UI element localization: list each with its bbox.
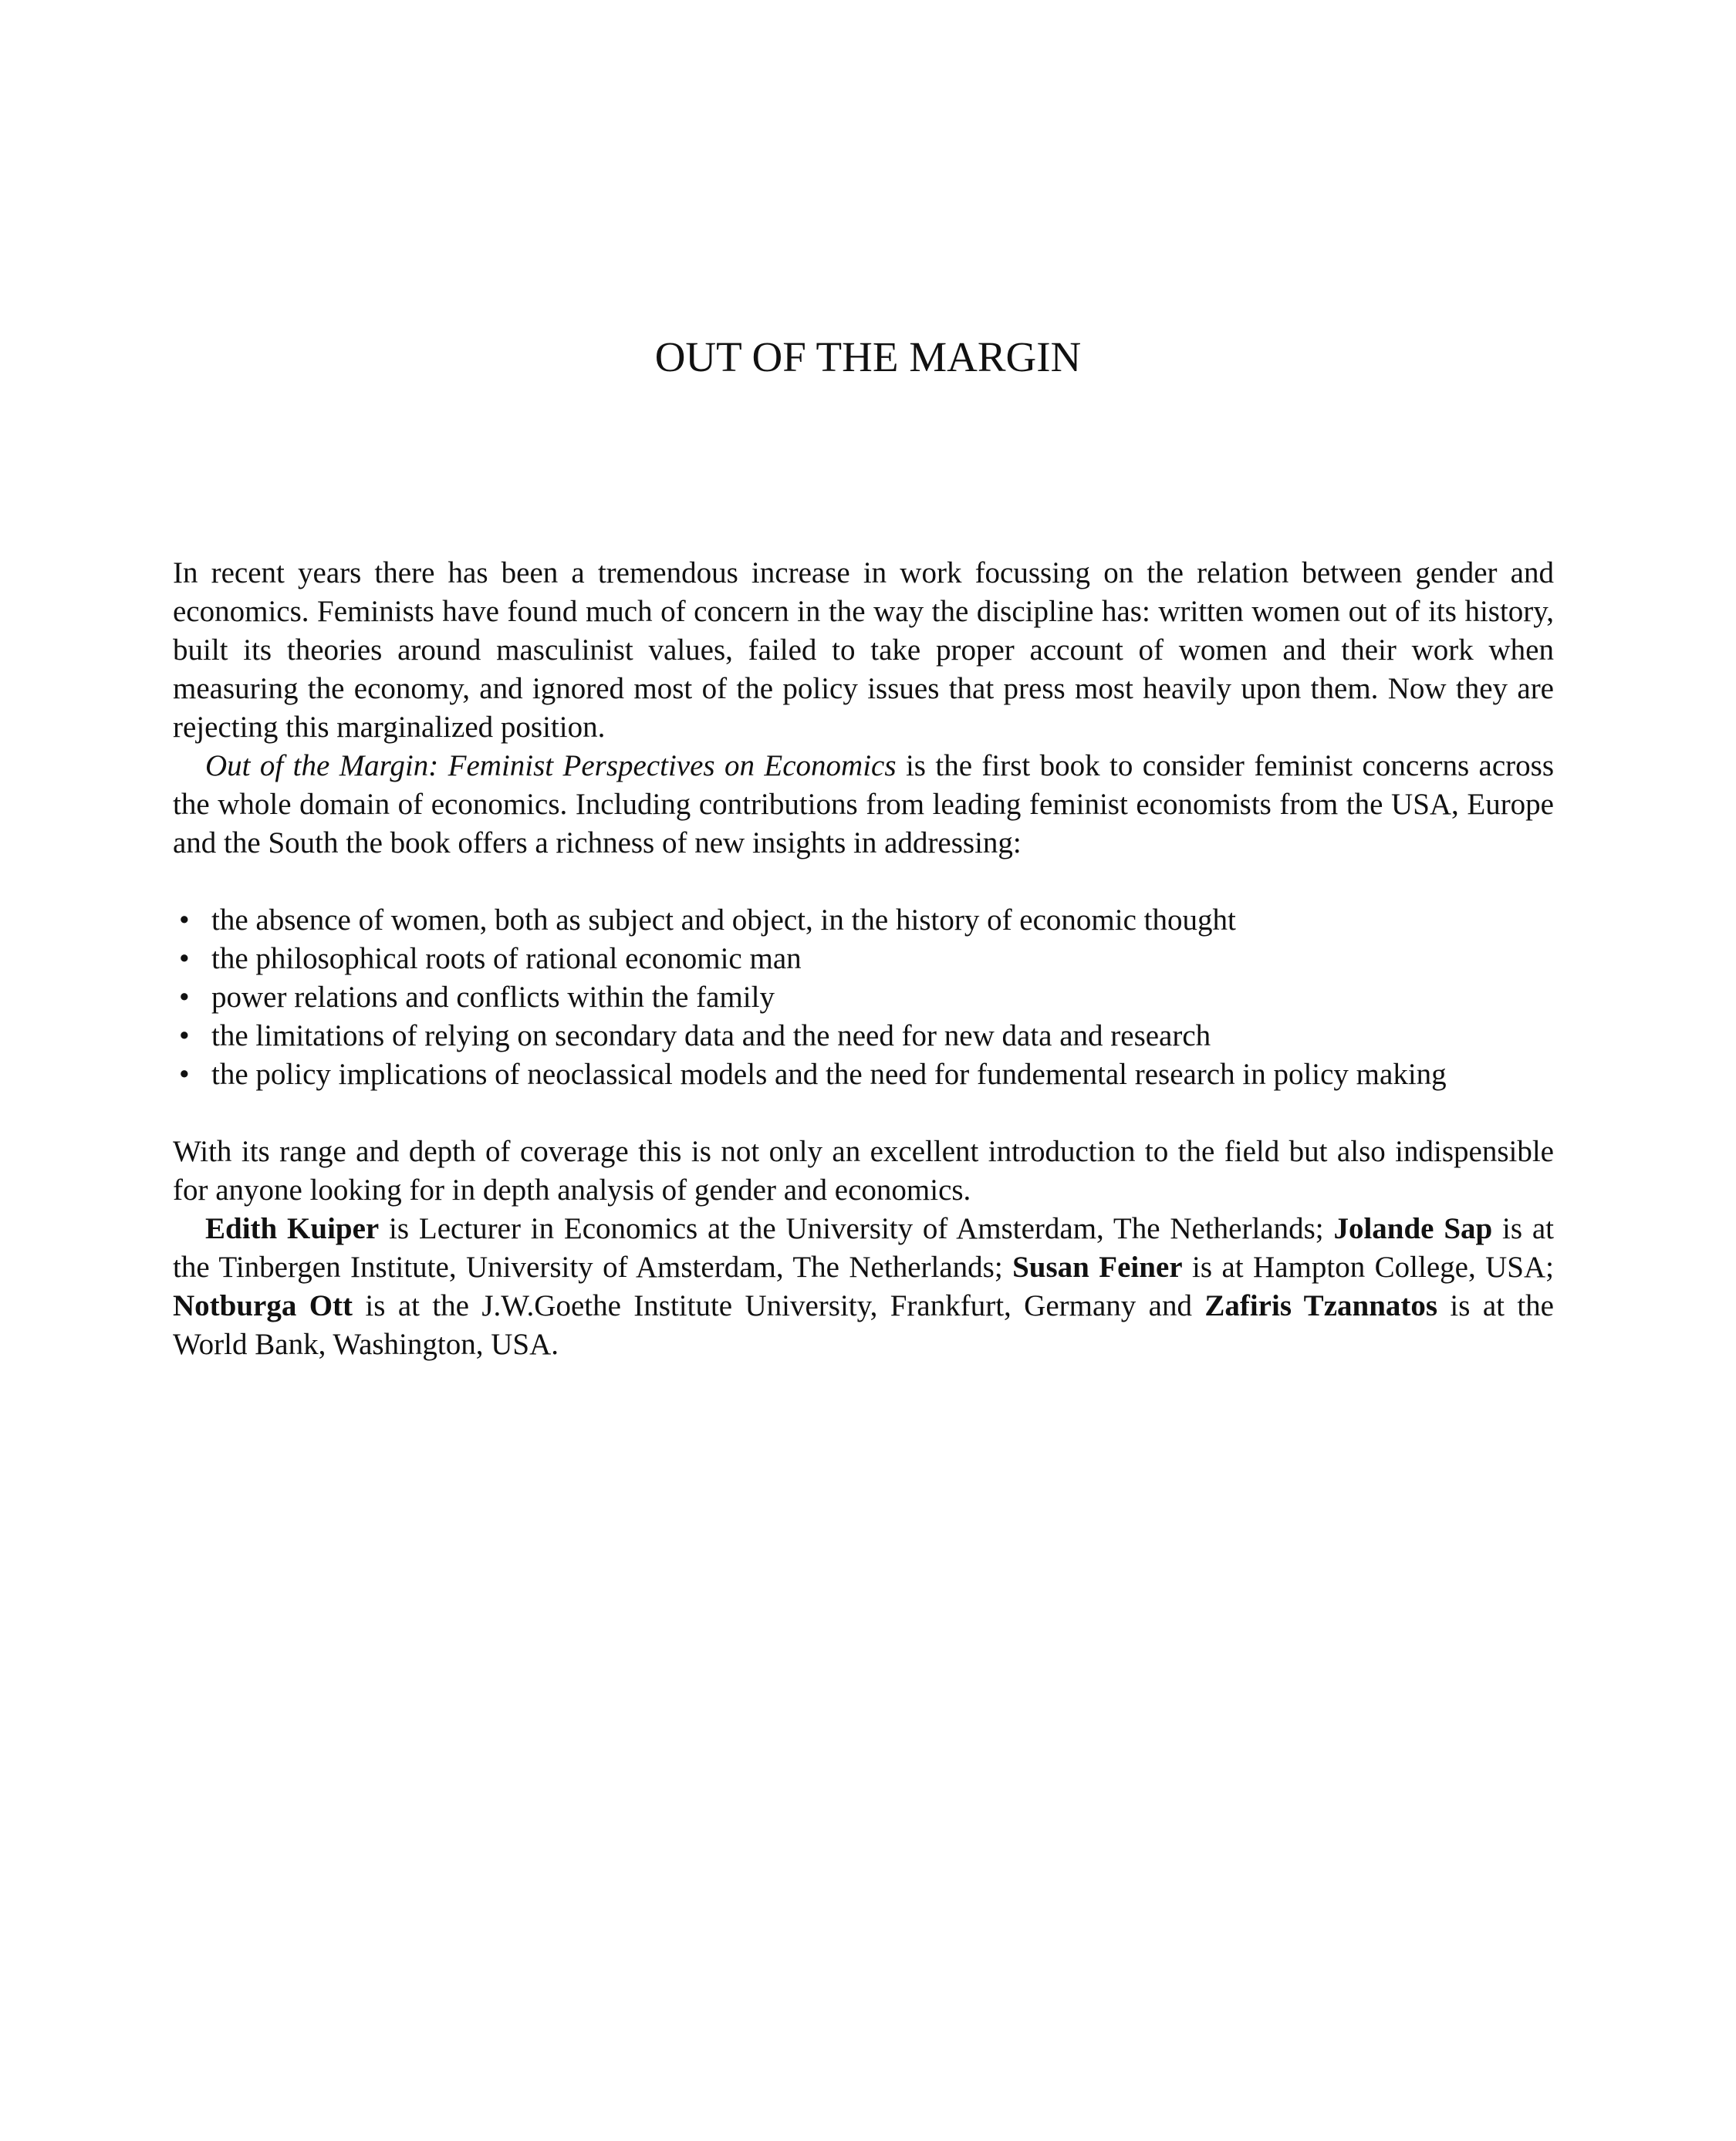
bullet-icon: •	[179, 942, 190, 975]
list-item	[173, 978, 1554, 1017]
intro-paragraph: In recent years there has been a tremendous increase in work focussing on the relation between gender and economics. Feminists have found much of concern in the way the discipline has: written women out of its history, built its theories around masculinist values, failed to take proper account of women and their work when measuring the economy, and ignored most of the policy issues that press most heavily upon them. Now they are rejecting this marginalized position.	[173, 556, 1554, 744]
editor-affiliation: is Lecturer in Economics at the University of Amsterdam, The Netherlands;	[379, 1212, 1334, 1245]
editor-affiliation: is at Hampton College, USA;	[1182, 1251, 1554, 1284]
bullet-icon: •	[179, 1058, 190, 1091]
coverage-paragraph: With its range and depth of coverage this is not only an excellent introduction to the field but also indispensible for anyone looking for in depth analysis of gender and economics.	[173, 1135, 1554, 1207]
editors-paragraph	[173, 1210, 1554, 1364]
page-title: OUT OF THE MARGIN	[654, 333, 1082, 380]
bullet-icon: •	[179, 903, 190, 937]
bullet-icon: •	[179, 1019, 190, 1052]
list-item	[173, 940, 1554, 978]
list-item-text: the philosophical roots of rational economic man	[211, 942, 802, 975]
bullet-icon: •	[179, 981, 190, 1014]
list-item-text: power relations and conflicts within the family	[211, 981, 775, 1014]
list-item-text: the absence of women, both as subject and object, in the history of economic thought	[211, 903, 1236, 937]
list-item	[173, 1055, 1554, 1094]
editor-name: Zafiris Tzannatos	[1204, 1289, 1438, 1322]
list-item-text: the policy implications of neoclassical models and the need for fundemental research in policy making	[211, 1058, 1447, 1091]
editor-name: Susan Feiner	[1012, 1251, 1183, 1284]
topics-list	[173, 901, 1554, 1094]
list-item	[173, 901, 1554, 940]
list-item	[173, 1017, 1554, 1055]
blurb-body	[173, 554, 1554, 1364]
book-description-text: is the first book to consider feminist concerns across the whole domain of economics. Including contributions from leading feminist economists from the USA, Europe and the South the book offers a richness of new insights in addressing:	[173, 749, 1555, 859]
editor-name: Jolande Sap	[1333, 1212, 1493, 1245]
editor-name: Edith Kuiper	[205, 1212, 380, 1245]
book-description-paragraph	[173, 747, 1554, 863]
book-title-italic: Out of the Margin: Feminist Perspectives on Economics	[205, 749, 897, 782]
list-item-text: the limitations of relying on secondary data and the need for new data and research	[211, 1019, 1211, 1052]
editor-name: Notburga Ott	[173, 1289, 353, 1322]
editor-affiliation: is at the J.W.Goethe Institute University, Frankfurt, Germany and	[353, 1289, 1205, 1322]
editor-affiliation: is at the World Bank, Washington, USA.	[173, 1289, 1554, 1361]
editor-affiliation: is at the Tinbergen Institute, University of Amsterdam, The Netherlands;	[173, 1212, 1555, 1284]
